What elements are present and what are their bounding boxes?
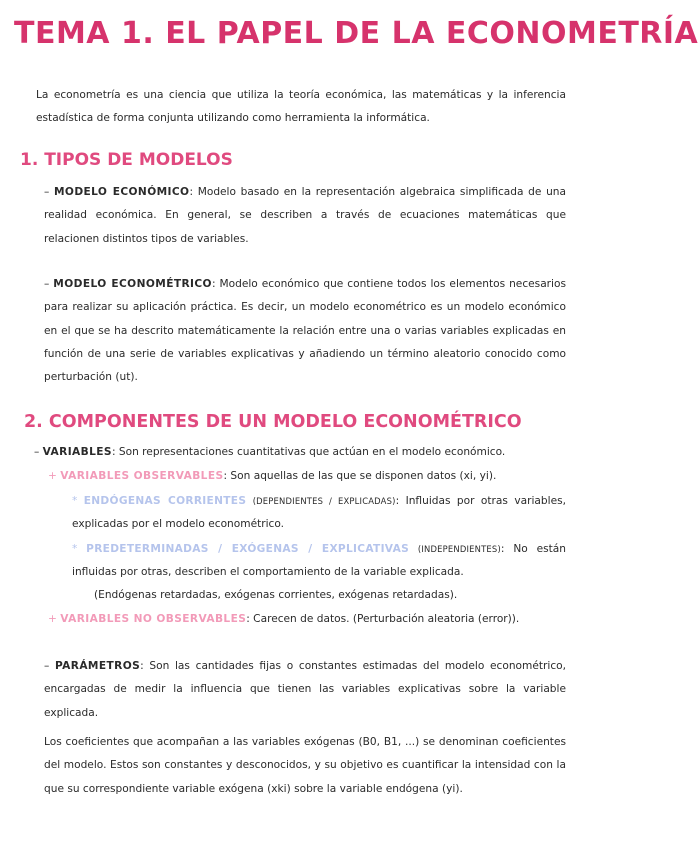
predeterminadas-small: (INDEPENDIENTES) xyxy=(417,544,501,554)
no-observables-item xyxy=(48,608,566,631)
predeterminadas-label: PREDETERMINADAS / EXÓGENAS / EXPLICATIVAS xyxy=(86,543,410,555)
bullet-star: * xyxy=(72,543,87,555)
observables-label: VARIABLES OBSERVABLES xyxy=(60,470,224,482)
modelo-econometrico-text: : Modelo económico que contiene todos los elementos necesarios para realizar su aplicación práctica. Es decir, un modelo econométrico es un modelo económico en el que se ha descrito matemáticamente la relación entre una o varias variables explicadas en función de una serie de variables explicativas y añadiendo un término aleatorio conocido como perturbación (ut). xyxy=(44,278,566,384)
variables-item xyxy=(34,441,566,464)
endogenas-item xyxy=(72,490,566,537)
bullet-star: * xyxy=(72,495,84,507)
modelo-economico-label: MODELO ECONÓMICO xyxy=(53,186,190,198)
parametros-text2: Los coeficientes que acompañan a las variables exógenas (B0, B1, ...) se denominan coeficientes del modelo. Estos son constantes y desconocidos, y su objetivo es cuantificar la intensidad con la que su correspondiente variable exógena (xki) sobre la variable endógena (yi). xyxy=(44,736,566,795)
bullet-dash: – xyxy=(44,278,54,290)
bullet-plus: + xyxy=(48,613,61,625)
section-heading-tipos: 1. TIPOS DE MODELOS xyxy=(20,150,233,170)
modelo-econometrico-label: MODELO ECONOMÉTRICO xyxy=(53,278,212,290)
predeterminadas-item xyxy=(72,538,566,585)
predeterminadas-note: (Endógenas retardadas, exógenas corrientes, exógenas retardadas). xyxy=(94,589,458,601)
variables-text: : Son representaciones cuantitativas que actúan en el modelo económico. xyxy=(111,446,506,458)
page-title: TEMA 1. EL PAPEL DE LA ECONOMETRÍA xyxy=(14,16,698,51)
intro-paragraph: La econometría es una ciencia que utiliza la teoría económica, las matemáticas y la inferencia estadística de forma conjunta utilizando como herramienta la informática. xyxy=(36,89,566,125)
predeterminadas-text: : No están influidas por otras, describen el comportamiento de la variable explicada. xyxy=(72,543,567,579)
parametros-label: PARÁMETROS xyxy=(54,660,141,672)
bullet-dash: – xyxy=(34,446,43,458)
bullet-dash: – xyxy=(44,660,55,672)
no-observables-text: : Carecen de datos. (Perturbación aleatoria (error)). xyxy=(246,613,520,625)
endogenas-label: ENDÓGENAS CORRIENTES xyxy=(83,495,247,507)
no-observables-label: VARIABLES NO OBSERVABLES xyxy=(60,613,247,625)
parametros-item xyxy=(44,655,566,725)
modelo-economico-item xyxy=(44,181,566,251)
observables-text: : Son aquellas de las que se disponen datos (xi, yi). xyxy=(223,470,497,482)
observables-item xyxy=(48,465,566,488)
modelo-economico-text: : Modelo basado en la representación algebraica simplificada de una realidad económica. En general, se describen a través de ecuaciones matemáticas que relacionen distintos tipos de variables. xyxy=(44,186,567,245)
section-heading-componentes: 2. COMPONENTES DE UN MODELO ECONOMÉTRICO xyxy=(24,412,522,432)
parametros-text: : Son las cantidades fijas o constantes estimadas del modelo econométrico, encargadas de medir la influencia que tienen las variables explicativas sobre la variable explicada. xyxy=(44,660,566,719)
variables-label: VARIABLES xyxy=(42,446,112,458)
endogenas-text: : Influidas por otras variables, explicadas por el modelo econométrico. xyxy=(72,495,566,531)
bullet-dash: – xyxy=(44,186,54,198)
modelo-econometrico-item xyxy=(44,273,566,389)
bullet-plus: + xyxy=(48,470,61,482)
endogenas-small: (DEPENDIENTES / EXPLICADAS) xyxy=(252,496,396,506)
